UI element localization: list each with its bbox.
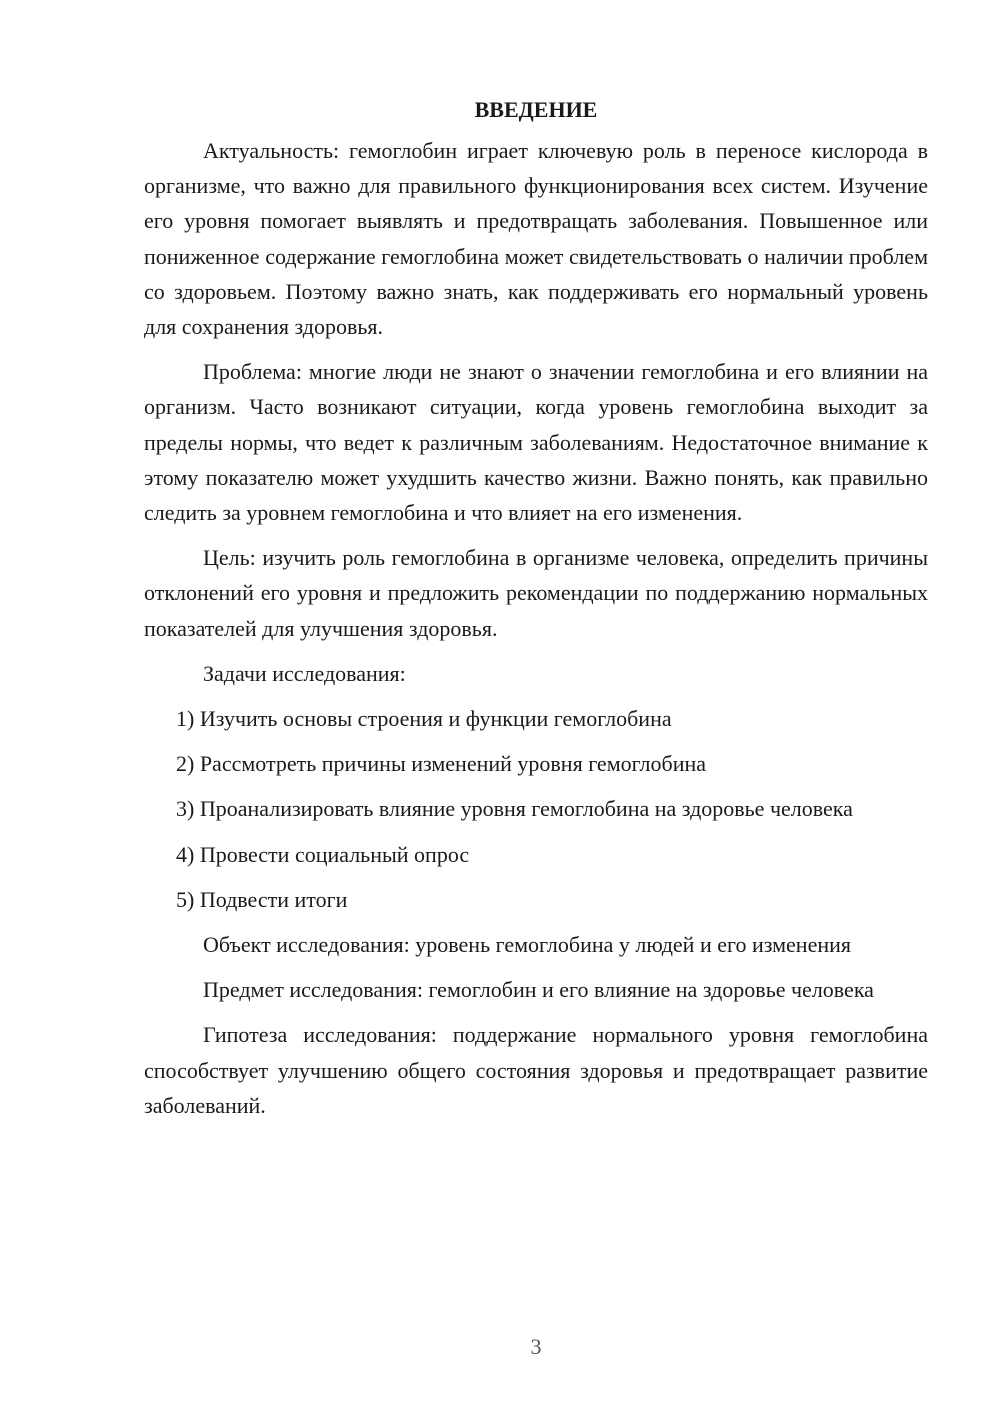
task-item: 2) Рассмотреть причины изменений уровня гемоглобина [176,751,707,777]
object-paragraph: Объект исследования: уровень гемоглобина у людей и его изменения [203,932,852,958]
page-title: ВВЕДЕНИЕ [474,97,598,122]
hypothesis-paragraph: Гипотеза исследования: поддержание нормального уровня гемоглобина способствует улучшению общего состояния здоровья и предотвращает развитие заболеваний. [144,1022,928,1118]
subject-paragraph: Предмет исследования: гемоглобин и его влияние на здоровье человека [203,977,874,1003]
task-item: 4) Провести социальный опрос [176,841,470,867]
goal-paragraph: Цель: изучить роль гемоглобина в организме человека, определить причины отклонений его уровня и предложить рекомендации по поддержанию нормальных показателей для улучшения здоровья. [144,545,928,641]
document-page [144,92,928,1133]
page-number: 3 [530,1334,542,1359]
problem-paragraph: Проблема: многие люди не знают о значении гемоглобина и его влиянии на организм. Часто возникают ситуации, когда уровень гемоглобина выходит за пределы нормы, что ведет к различным заболеваниям. Недостаточное внимание к этому показателю может ухудшить качество жизни. Важно понять, как правильно следить за уровнем гемоглобина и что влияет на его изменения. [144,359,928,526]
task-item: 5) Подвести итоги [176,886,348,912]
task-item: 3) Проанализировать влияние уровня гемоглобина на здоровье человека [176,796,853,822]
relevance-paragraph: Актуальность: гемоглобин играет ключевую роль в переносе кислорода в организме, что важно для правильного функционирования всех систем. Изучение его уровня помогает выявлять и предотвращать заболевания. Повышенное или пониженное содержание гемоглобина может свидетельствовать о наличии проблем со здоровьем. Поэтому важно знать, как поддерживать его нормальный уровень для сохранения здоровья. [144,138,928,340]
tasks-heading: Задачи исследования: [203,660,406,686]
task-item: 1) Изучить основы строения и функции гемоглобина [176,706,672,732]
